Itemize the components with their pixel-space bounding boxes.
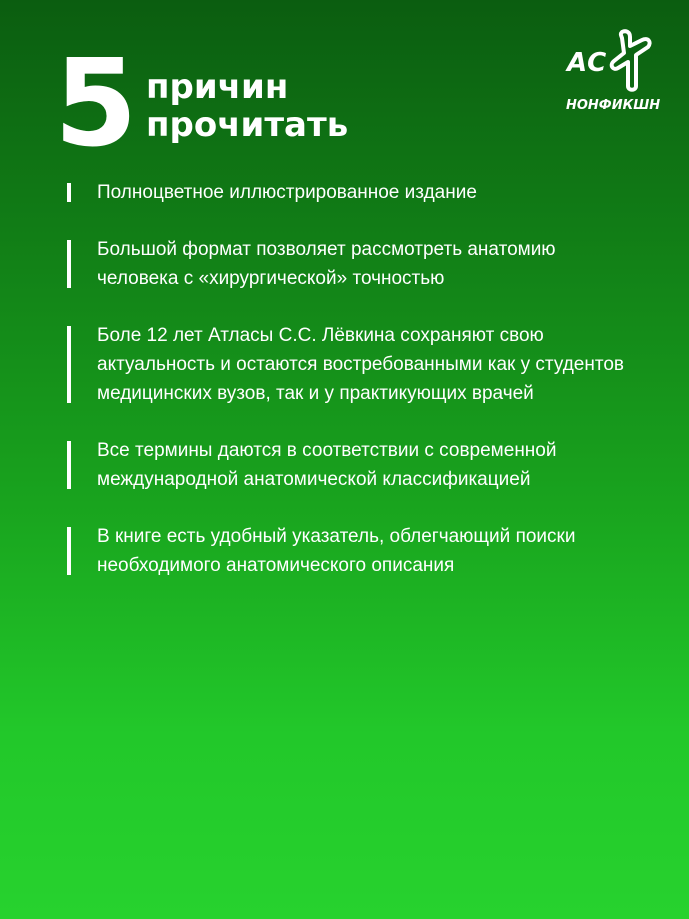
bullet-bar xyxy=(67,441,71,489)
title-line-2: прочитать xyxy=(146,105,349,145)
reason-text: Боле 12 лет Атласы С.С. Лёвкина сохраняют свою актуальность и остаются востребованными как у студентов медицинских вузов, так и у практикующих врачей xyxy=(97,325,624,404)
reasons-list xyxy=(67,178,627,608)
logo-subtitle: НОНФИКШН xyxy=(566,98,661,113)
publisher-logo xyxy=(564,28,664,128)
bullet-bar xyxy=(67,326,71,403)
big-number: 5 xyxy=(54,35,136,174)
reason-text: В книге есть удобный указатель, облегчающий поиски необходимого анатомического описания xyxy=(97,526,576,576)
list-item xyxy=(67,522,627,580)
list-item xyxy=(67,178,627,207)
list-item xyxy=(67,321,627,408)
logo-brand: АС xyxy=(567,48,607,78)
page-title xyxy=(146,68,348,144)
title-line-1: причин xyxy=(146,67,289,107)
bullet-bar xyxy=(67,183,71,202)
header xyxy=(54,35,661,174)
bullet-bar xyxy=(67,527,71,575)
reason-text: Большой формат позволяет рассмотреть анатомию человека с «хирургической» точностью xyxy=(97,239,556,289)
reason-text: Все термины даются в соответствии с современной международной анатомической классификацией xyxy=(97,440,557,490)
reason-text: Полноцветное иллюстрированное издание xyxy=(97,182,477,203)
list-item xyxy=(67,436,627,494)
list-item xyxy=(67,235,627,293)
bullet-bar xyxy=(67,240,71,288)
